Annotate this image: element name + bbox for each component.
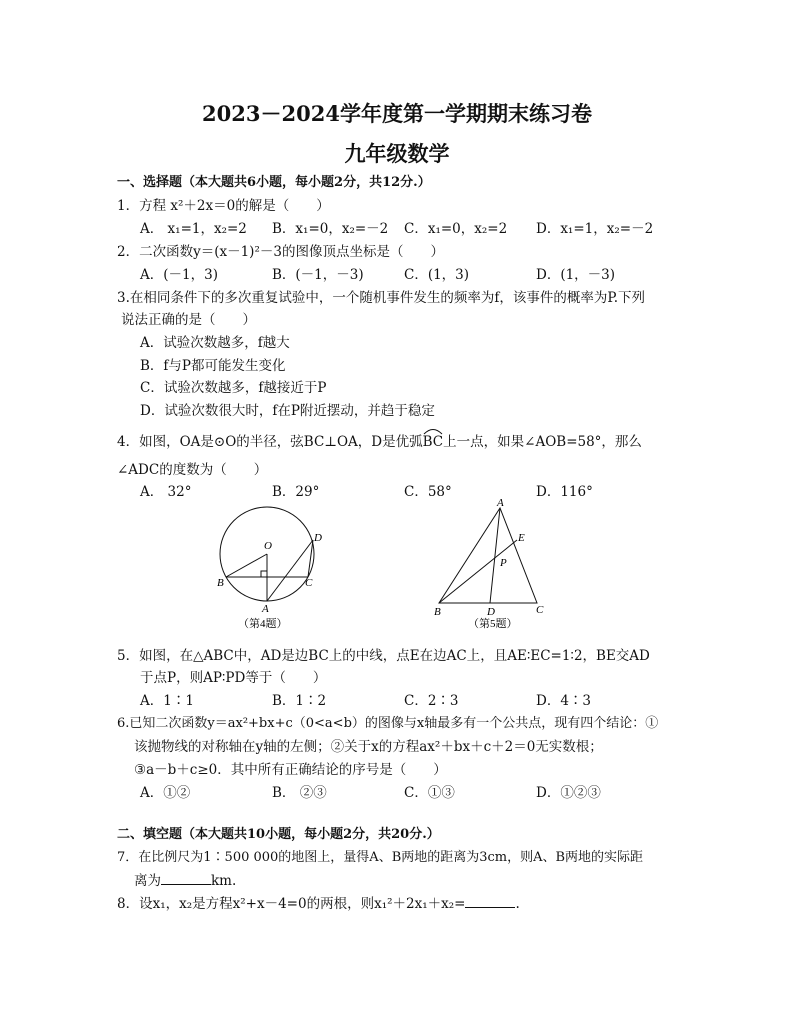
question-5-option-c: C．2∶3: [404, 693, 459, 709]
section-heading-choice: 一、选择题（本大题共6小题，每小题2分，共12分.）: [117, 175, 431, 190]
label-a: A: [262, 603, 269, 615]
question-6-option-a: A．①②: [140, 785, 191, 801]
label-c: C: [536, 604, 544, 616]
question-1-option-a: A． x₁=1，x₂=2: [140, 221, 247, 237]
question-3-stem-line2: 说法正确的是（ ）: [121, 312, 256, 328]
label-o: O: [264, 540, 272, 552]
figure-4-caption: （第4题）: [238, 618, 288, 630]
question-3-option-a: A．试验次数越多，f越大: [140, 335, 290, 351]
question-3-option-b: B．f与P都可能发生变化: [140, 358, 286, 374]
label-e: E: [518, 532, 525, 544]
question-8-stem: [117, 895, 520, 913]
question-5-option-d: D．4∶3: [536, 693, 592, 709]
question-4-option-a: A． 32°: [140, 484, 192, 500]
question-1-stem: 1．方程 x²＋2x＝0的解是（ ）: [117, 198, 330, 214]
question-2-stem: 2．二次函数y＝(x－1)²－3的图像顶点坐标是（ ）: [117, 244, 444, 260]
question-1-option-b: B．x₁=0，x₂=－2: [272, 221, 389, 237]
question-4-arc-label: BC: [422, 434, 444, 450]
right-angle-mark: [261, 571, 267, 577]
segment-ad: [267, 540, 313, 601]
question-6-option-b: B． ②③: [272, 785, 327, 801]
question-4-stem-part1: 4．如图，OA是⊙O的半径，弦BC⊥OA，D是优弧: [117, 434, 423, 450]
question-1-option-c: C．x₁=0，x₂=2: [404, 221, 508, 237]
triangle-abc: [439, 508, 537, 603]
question-4-option-d: D．116°: [536, 484, 593, 500]
question-7-stem-line1: 7．在比例尺为1∶500 000的地图上，量得A、B两地的距离为3cm，则A、B两地的实际距: [117, 850, 644, 865]
question-2-option-b: B．(－1，－3): [272, 267, 364, 283]
label-p: P: [500, 557, 507, 569]
arc-mark-icon: [422, 427, 444, 435]
question-6-stem-line2: 该抛物线的对称轴在y轴的左侧；②关于x的方程ax²＋bx＋c＋2＝0无实数根；: [134, 739, 603, 755]
question-5-stem-line2: 于点P，则AP∶PD等于（ ）: [140, 670, 327, 686]
section-heading-fill-in: 二、填空题（本大题共10小题，每小题2分，共20分.）: [117, 827, 440, 842]
question-4-option-c: C．58°: [404, 484, 452, 500]
figure-5-caption: （第5题）: [468, 618, 518, 630]
question-2-option-a: A．(－1，3): [140, 267, 218, 283]
question-8-stem-part1: 8．设x₁，x₂是方程x²+x－4=0的两根，则x₁²＋2x₁＋x₂=: [117, 896, 466, 912]
question-1-option-d: D．x₁=1，x₂=－2: [536, 221, 654, 237]
question-5-option-b: B．1∶2: [272, 693, 327, 709]
question-3-option-c: C．试验次数越多，f越接近于P: [140, 380, 327, 396]
question-4-stem-line1: [117, 433, 642, 451]
label-b: B: [434, 606, 441, 618]
question-7-stem-part2: km.: [211, 873, 237, 889]
question-7-stem-part1: 离为: [134, 873, 161, 889]
segment-be: [439, 540, 517, 603]
question-6-option-d: D．①②③: [536, 785, 601, 801]
answer-blank-8[interactable]: [465, 895, 515, 908]
question-5-stem-line1: 5．如图，在△ABC中，AD是边BC上的中线，点E在边AC上，且AE∶EC=1∶2，BE交AD: [117, 648, 650, 664]
figure-5-triangle-diagram: [425, 495, 565, 635]
label-d: D: [314, 532, 322, 544]
question-6-option-c: C．①③: [404, 785, 455, 801]
page-title: 2023－2024学年度第一学期期末练习卷: [202, 101, 592, 126]
question-7-stem-line2: [134, 872, 236, 890]
question-6-stem-line3: ③a－b＋c≥0．其中所有正确结论的序号是（ ）: [134, 762, 447, 778]
question-6-stem-line1: 6.已知二次函数y＝ax²+bx+c（0<a<b）的图像与x轴最多有一个公共点，现有四个结论：①: [117, 716, 659, 731]
question-4-stem-part2: 上一点，如果∠AOB=58°，那么: [443, 434, 642, 450]
page-subtitle: 九年级数学: [344, 141, 450, 166]
label-d: D: [487, 606, 495, 618]
question-8-stem-part2: .: [515, 896, 520, 912]
label-b: B: [217, 577, 224, 589]
figure-4-circle-diagram: [200, 500, 340, 635]
label-c: C: [305, 577, 313, 589]
question-4-arc-bc: [423, 433, 444, 451]
question-2-option-c: C．(1，3): [404, 267, 470, 283]
question-4-stem-line2: ∠ADC的度数为（ ）: [117, 462, 268, 478]
question-5-option-a: A．1∶1: [140, 693, 194, 709]
question-2-option-d: D．(1，－3): [536, 267, 616, 283]
question-3-option-d: D．试验次数很大时，f在P附近摆动，并趋于稳定: [140, 403, 435, 419]
answer-blank-7[interactable]: [161, 872, 211, 885]
question-4-option-b: B．29°: [272, 484, 320, 500]
label-a: A: [497, 497, 504, 509]
question-3-stem-line1: 3.在相同条件下的多次重复试验中，一个随机事件发生的频率为f，该事件的概率为P.下列: [117, 290, 646, 306]
